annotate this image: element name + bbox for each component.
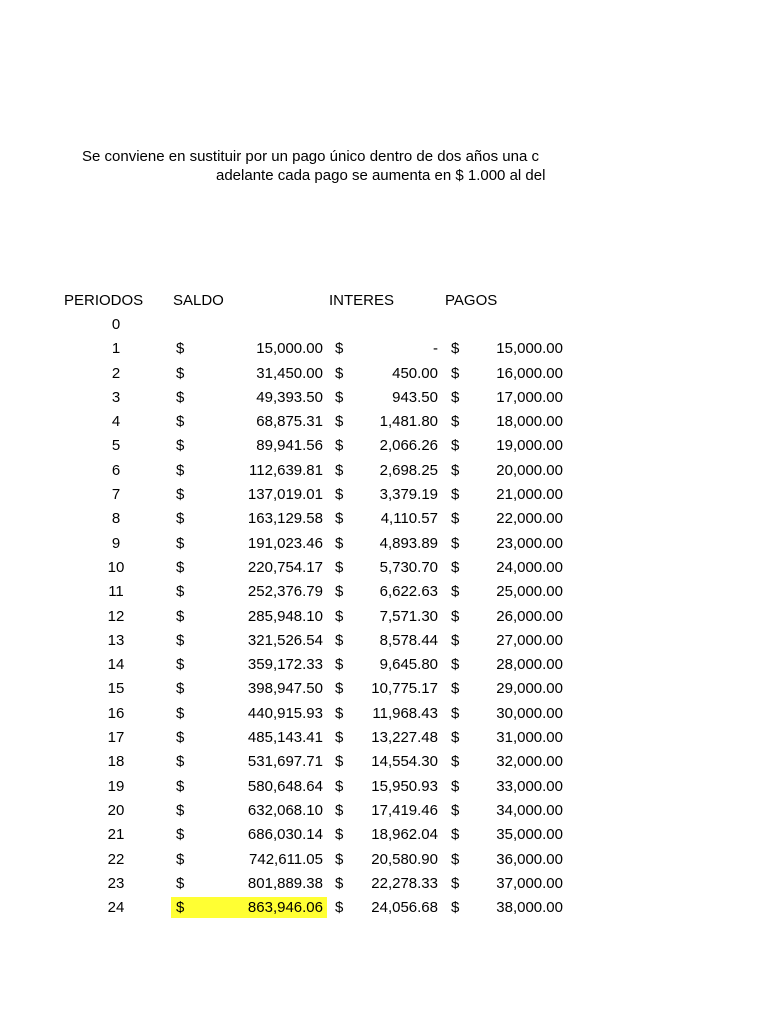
- pagos-cell: 38,000.00: [496, 899, 563, 917]
- interes-cell: 5,730.70: [379, 558, 438, 576]
- interes-currency-sign: $: [335, 607, 344, 625]
- pagos-cell: 23,000.00: [496, 534, 563, 552]
- periodo-cell: 6: [111, 461, 121, 479]
- pagos-cell: 34,000.00: [496, 801, 563, 819]
- periodo-cell: 0: [111, 316, 121, 333]
- saldo-cell: 112,639.81: [249, 461, 323, 479]
- pagos-cell: 29,000.00: [496, 680, 563, 698]
- periodo-cell: 11: [108, 583, 124, 601]
- saldo-currency-sign: $: [176, 704, 185, 722]
- pagos-currency-sign: $: [451, 486, 460, 504]
- saldo-currency-sign: $: [176, 826, 185, 844]
- pagos-cell: 20,000.00: [496, 461, 563, 479]
- interes-cell: 450.00: [392, 364, 438, 382]
- periodo-cell: 16: [107, 704, 125, 722]
- periodo-cell: 21: [107, 826, 125, 844]
- saldo-cell: 531,697.71: [247, 753, 323, 771]
- table-row: [0, 628, 768, 652]
- periodo-cell: 18: [107, 753, 125, 771]
- interes-cell: 14,554.30: [371, 753, 438, 771]
- interes-currency-sign: $: [335, 801, 344, 819]
- pagos-currency-sign: $: [451, 899, 460, 917]
- interes-cell: 1,481.80: [379, 413, 438, 431]
- interes-currency-sign: $: [335, 583, 344, 601]
- saldo-currency-sign: $: [176, 340, 185, 358]
- periodo-cell: 4: [111, 413, 121, 431]
- periodo-cell: 1: [111, 340, 121, 358]
- table-row: [0, 579, 768, 603]
- interes-currency-sign: $: [335, 340, 344, 358]
- table-row: [0, 361, 768, 385]
- periodo-cell: 14: [107, 656, 125, 674]
- saldo-cell: 137,019.01: [247, 486, 323, 504]
- interes-cell: 6,622.63: [379, 583, 438, 601]
- pagos-cell: 15,000.00: [496, 340, 563, 358]
- interes-currency-sign: $: [335, 729, 344, 747]
- table-row: [0, 749, 768, 773]
- interes-currency-sign: $: [335, 364, 344, 382]
- interes-currency-sign: $: [335, 437, 344, 455]
- table-row: [0, 385, 768, 409]
- saldo-currency-sign: $: [176, 413, 185, 431]
- saldo-currency-sign: $: [176, 631, 185, 649]
- table-row: [0, 701, 768, 725]
- pagos-cell: 33,000.00: [496, 777, 563, 795]
- interes-cell: 2,066.26: [379, 437, 438, 455]
- interes-cell: 4,110.57: [380, 510, 438, 528]
- saldo-cell: 68,875.31: [256, 413, 323, 431]
- header-saldo: SALDO: [173, 292, 224, 309]
- interes-cell: 3,379.19: [379, 486, 438, 504]
- saldo-cell: 252,376.79: [247, 583, 323, 601]
- pagos-currency-sign: $: [451, 826, 460, 844]
- periodo-cell: 2: [111, 364, 121, 382]
- saldo-currency-sign: $: [176, 461, 185, 479]
- table-row: [0, 676, 768, 700]
- header-periodos: PERIODOS: [64, 292, 144, 309]
- periodo-cell: 9: [111, 534, 121, 552]
- pagos-cell: 32,000.00: [496, 753, 563, 771]
- periodo-cell: 3: [111, 388, 121, 406]
- periodo-cell: 15: [107, 680, 125, 698]
- pagos-currency-sign: $: [451, 729, 460, 747]
- periodo-cell: 19: [107, 777, 125, 795]
- saldo-cell: 580,648.64: [247, 777, 323, 795]
- pagos-cell: 36,000.00: [496, 850, 563, 868]
- interes-currency-sign: $: [335, 510, 344, 528]
- saldo-currency-sign: $: [176, 874, 185, 892]
- table-row: [0, 895, 768, 919]
- pagos-currency-sign: $: [451, 437, 460, 455]
- saldo-currency-sign: $: [176, 583, 185, 601]
- interes-currency-sign: $: [335, 899, 344, 917]
- interes-currency-sign: $: [335, 680, 344, 698]
- intro-line-2: adelante cada pago se aumenta en $ 1.000 al del: [216, 167, 546, 184]
- saldo-currency-sign: $: [176, 437, 185, 455]
- periodo-cell: 8: [111, 510, 121, 528]
- saldo-cell: 31,450.00: [256, 364, 323, 382]
- periodo-cell: 20: [107, 801, 125, 819]
- table-row: [0, 871, 768, 895]
- saldo-cell: 440,915.93: [247, 704, 323, 722]
- table-row: [0, 458, 768, 482]
- interes-currency-sign: $: [335, 850, 344, 868]
- amortization-table: [0, 312, 768, 919]
- pagos-currency-sign: $: [451, 874, 460, 892]
- saldo-cell: 163,129.58: [247, 510, 323, 528]
- table-row: [0, 312, 768, 336]
- table-row: [0, 652, 768, 676]
- interes-currency-sign: $: [335, 486, 344, 504]
- saldo-cell: 398,947.50: [247, 680, 323, 698]
- periodo-cell: 5: [111, 437, 121, 455]
- interes-currency-sign: $: [335, 656, 344, 674]
- table-row: [0, 409, 768, 433]
- pagos-currency-sign: $: [451, 753, 460, 771]
- saldo-currency-sign: $: [176, 729, 185, 747]
- interes-currency-sign: $: [335, 704, 344, 722]
- saldo-currency-sign: $: [176, 607, 185, 625]
- pagos-currency-sign: $: [451, 850, 460, 868]
- pagos-currency-sign: $: [451, 801, 460, 819]
- pagos-cell: 26,000.00: [496, 607, 563, 625]
- pagos-cell: 24,000.00: [496, 558, 563, 576]
- saldo-currency-sign: $: [176, 364, 185, 382]
- saldo-cell: 49,393.50: [256, 388, 323, 406]
- interes-currency-sign: $: [335, 777, 344, 795]
- pagos-cell: 25,000.00: [496, 583, 563, 601]
- pagos-cell: 22,000.00: [496, 510, 563, 528]
- interes-currency-sign: $: [335, 534, 344, 552]
- interes-cell: 24,056.68: [371, 899, 438, 917]
- pagos-cell: 16,000.00: [496, 364, 563, 382]
- pagos-currency-sign: $: [451, 413, 460, 431]
- pagos-currency-sign: $: [451, 461, 460, 479]
- interes-cell: -: [433, 340, 438, 358]
- pagos-currency-sign: $: [451, 364, 460, 382]
- pagos-currency-sign: $: [451, 704, 460, 722]
- table-row: [0, 433, 768, 457]
- table-row: [0, 822, 768, 846]
- periodo-cell: 13: [107, 631, 125, 649]
- saldo-cell: 220,754.17: [247, 558, 323, 576]
- periodo-cell: 24: [107, 899, 125, 917]
- periodo-cell: 23: [107, 874, 125, 892]
- interes-cell: 18,962.04: [371, 826, 438, 844]
- pagos-currency-sign: $: [451, 340, 460, 358]
- table-row: [0, 531, 768, 555]
- pagos-currency-sign: $: [451, 680, 460, 698]
- pagos-cell: 28,000.00: [496, 656, 563, 674]
- saldo-cell: 801,889.38: [247, 874, 323, 892]
- pagos-cell: 17,000.00: [496, 388, 563, 406]
- saldo-currency-sign: $: [176, 680, 185, 698]
- interes-cell: 22,278.33: [371, 874, 438, 892]
- interes-currency-sign: $: [335, 461, 344, 479]
- saldo-currency-sign: $: [176, 753, 185, 771]
- pagos-currency-sign: $: [451, 656, 460, 674]
- intro-line-1: Se conviene en sustituir por un pago único dentro de dos años una c: [82, 148, 539, 165]
- pagos-cell: 35,000.00: [496, 826, 563, 844]
- interes-cell: 7,571.30: [379, 607, 438, 625]
- pagos-currency-sign: $: [451, 607, 460, 625]
- interes-currency-sign: $: [335, 388, 344, 406]
- interes-currency-sign: $: [335, 631, 344, 649]
- saldo-currency-sign: $: [176, 899, 185, 917]
- pagos-cell: 19,000.00: [496, 437, 563, 455]
- interes-currency-sign: $: [335, 413, 344, 431]
- periodo-cell: 10: [107, 558, 125, 576]
- interes-currency-sign: $: [335, 753, 344, 771]
- saldo-currency-sign: $: [176, 558, 185, 576]
- interes-cell: 10,775.17: [371, 680, 438, 698]
- interes-cell: 17,419.46: [371, 801, 438, 819]
- interes-cell: 8,578.44: [379, 631, 438, 649]
- periodo-cell: 12: [107, 607, 125, 625]
- interes-currency-sign: $: [335, 874, 344, 892]
- saldo-currency-sign: $: [176, 510, 185, 528]
- table-row: [0, 774, 768, 798]
- saldo-currency-sign: $: [176, 656, 185, 674]
- saldo-currency-sign: $: [176, 850, 185, 868]
- saldo-cell: 89,941.56: [256, 437, 323, 455]
- saldo-currency-sign: $: [176, 388, 185, 406]
- saldo-cell: 285,948.10: [247, 607, 323, 625]
- pagos-cell: 18,000.00: [496, 413, 563, 431]
- interes-cell: 20,580.90: [371, 850, 438, 868]
- saldo-currency-sign: $: [176, 801, 185, 819]
- saldo-cell: 191,023.46: [247, 534, 323, 552]
- pagos-cell: 37,000.00: [496, 874, 563, 892]
- periodo-cell: 17: [107, 729, 125, 747]
- pagos-currency-sign: $: [451, 583, 460, 601]
- saldo-cell: 742,611.05: [249, 850, 323, 868]
- interes-currency-sign: $: [335, 826, 344, 844]
- table-row: [0, 847, 768, 871]
- saldo-cell: 632,068.10: [247, 801, 323, 819]
- interes-cell: 4,893.89: [379, 534, 438, 552]
- saldo-cell: 686,030.14: [247, 826, 323, 844]
- pagos-cell: 31,000.00: [496, 729, 563, 747]
- saldo-currency-sign: $: [176, 486, 185, 504]
- pagos-cell: 27,000.00: [496, 631, 563, 649]
- interes-cell: 11,968.43: [372, 704, 438, 722]
- saldo-cell: 15,000.00: [256, 340, 323, 358]
- pagos-cell: 21,000.00: [496, 486, 563, 504]
- pagos-cell: 30,000.00: [496, 704, 563, 722]
- table-row: [0, 336, 768, 360]
- interes-cell: 15,950.93: [371, 777, 438, 795]
- interes-cell: 2,698.25: [379, 461, 438, 479]
- table-row: [0, 604, 768, 628]
- saldo-cell: 359,172.33: [247, 656, 323, 674]
- header-interes: INTERES: [329, 292, 395, 309]
- pagos-currency-sign: $: [451, 558, 460, 576]
- periodo-cell: 22: [107, 850, 125, 868]
- pagos-currency-sign: $: [451, 388, 460, 406]
- saldo-currency-sign: $: [176, 534, 185, 552]
- interes-cell: 9,645.80: [379, 656, 438, 674]
- table-row: [0, 482, 768, 506]
- saldo-cell: 321,526.54: [247, 631, 323, 649]
- saldo-currency-sign: $: [176, 777, 185, 795]
- table-row: [0, 555, 768, 579]
- periodo-cell: 7: [111, 486, 121, 504]
- interes-cell: 13,227.48: [371, 729, 438, 747]
- pagos-currency-sign: $: [451, 510, 460, 528]
- table-row: [0, 506, 768, 530]
- interes-cell: 943.50: [392, 388, 438, 406]
- header-pagos: PAGOS: [445, 292, 498, 309]
- saldo-cell: 485,143.41: [247, 729, 323, 747]
- pagos-currency-sign: $: [451, 777, 460, 795]
- table-row: [0, 798, 768, 822]
- pagos-currency-sign: $: [451, 631, 460, 649]
- pagos-currency-sign: $: [451, 534, 460, 552]
- interes-currency-sign: $: [335, 558, 344, 576]
- saldo-cell: 863,946.06: [247, 899, 323, 917]
- table-row: [0, 725, 768, 749]
